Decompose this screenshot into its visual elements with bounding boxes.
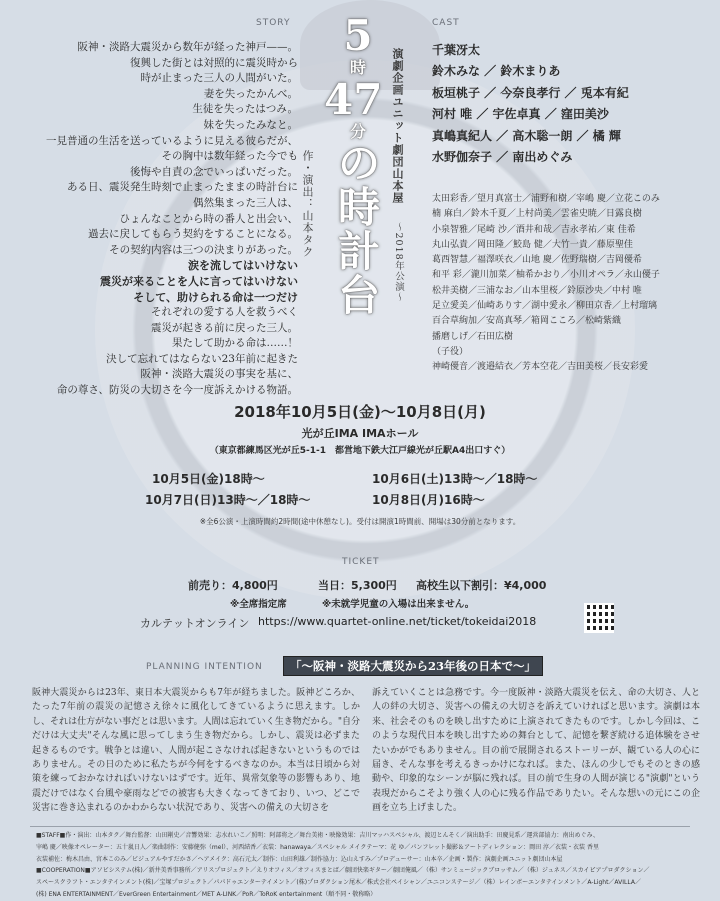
cast-line: 太田彩香／望月真富士／浦野和樹／宰嶋 慶／立花このみ — [432, 194, 660, 204]
supporting-cast-list — [432, 192, 660, 376]
cast-line: 松井美樹／三浦なお／山本里桜／鈴原沙央／中村 唯 — [432, 285, 642, 296]
story-line: 一見普通の生活を送っているように見える彼らだが、 — [46, 134, 298, 147]
performance-4: 10月8日(月)16時〜 — [372, 493, 485, 507]
seating-note: ※全席指定席 — [230, 599, 287, 610]
cast-line: 播磨しげ／石田広樹 — [432, 331, 514, 342]
story-line: 果たして助かる命は……！ — [172, 337, 298, 350]
story-line: 復興した街とは対照的に震災時から — [130, 56, 298, 69]
ticket-label: TICKET — [342, 557, 380, 567]
cast-line: 楠 麻白／鈴木千夏／上村尚美／雲雀史暁／日露良樹 — [432, 209, 642, 220]
planning-label: PLANNING INTENTION — [146, 662, 263, 672]
title-ji: 時 — [349, 58, 366, 77]
price-discount: 高校生以下割引：¥4,000 — [416, 579, 547, 592]
story-text — [30, 40, 298, 399]
staff-credits — [36, 830, 696, 901]
title-47: 47 — [324, 75, 383, 124]
story-line: 震災が来ることを人に言ってはいけない — [100, 274, 298, 288]
title-tokei-2: 計 — [338, 227, 381, 276]
story-line: 過去に戻してもらう契約をすることになる。 — [88, 228, 298, 241]
story-line: それぞれの愛する人を救うべく — [151, 306, 298, 319]
story-line: 妹を失ったみなと。 — [203, 118, 298, 131]
director-credit: 作・演出：山本タク — [301, 150, 314, 258]
cast-line: （子役） — [432, 346, 469, 357]
staff-line: 宰嶋 慶／映像オペレーター：五十嵐日人／楽曲制作：安藤健弥（mel）、河西結香／衣装：hanawaya／スペシャル メイクテーマ：花 ゆ／パンフレット撮影＆アートディレクション：岡田 淳／衣装・衣装 香里 — [36, 843, 599, 851]
story-line: 涙を流してはいけない — [188, 259, 298, 273]
story-label: STORY — [256, 18, 291, 28]
intro-text-left: 阪神大震災からは23年、東日本大震災からも7年が経ちました。阪神どころか、たった7年前の震災の記憶さえ徐々に風化してきているように思えます。しかし、それは仕方がない事だとは思います。人間は忘れていく生き物だから。"自分だけは大丈夫"そんな風に思ってしまう生き物だから。しかし、震災は必ずまた起きるものです。戦争とは違い、人間が起こさなければ起きないというものではありません。その日のために私たちが今何をするべきなのか。本当は日頃から対策を練っておかなければいけないはずです。近年、異常気象等の影響もあり、地震だけではなく台風や豪雨などでの被害も大きくなってきており、いつ、どこで災害に巻き込まれるのかわからない状況であり、災害への備えの大切さを — [32, 688, 360, 814]
cast-line: 千葉冴太 — [432, 43, 481, 57]
cast-line: 神崎優音／渡邉結衣／芳本空花／吉田美桜／長安彩愛 — [432, 362, 649, 373]
performance-2: 10月6日(土)13時〜／18時〜 — [372, 472, 538, 486]
cast-line: 足立愛美／仙崎ありす／湖中愛永／柳田京香／上村瑠璃 — [432, 301, 658, 312]
title-no: の — [338, 139, 381, 188]
qr-code[interactable] — [584, 603, 614, 633]
cast-line: 小泉智雅／尾崎 沙／酒井和哉／吉永孝祐／東 佳希 — [432, 224, 636, 235]
title-fun: 分 — [349, 122, 366, 141]
story-line: その胸中は数年経った今でも — [161, 150, 298, 163]
main-cast-list — [432, 40, 629, 168]
title-tokei-1: 時 — [338, 183, 381, 232]
story-line: そして、助けられる命は一つだけ — [133, 290, 298, 304]
cast-line: 葛西智慧／福澤咲衣／山地 慶／佐野瑞樹／吉岡優希 — [432, 255, 642, 266]
run-dates: 2018年10月5日(金)〜10月8日(月) — [234, 403, 486, 421]
story-line: 妻を失ったかんべ。 — [203, 87, 298, 100]
schedule-note: ※全6公演・上演時間約2時間(途中休憩なし)。受付は開演1時間前、開場は30分前となります。 — [199, 517, 521, 526]
price-advance: 前売り：4,800円 — [188, 579, 278, 592]
venue-address: （東京都練馬区光が丘5-1-1 都営地下鉄大江戸線光が丘駅A4出口すぐ） — [209, 446, 511, 456]
performance-1: 10月5日(金)18時〜 — [152, 472, 265, 486]
staff-line: ■COOPERATION■アソビシステム(株)／新井美香事務所／アリスプロジェクト／えりオフィス／オフィスまとば／劇団快楽ギター／劇団俺風／（株）サンミュージックブロッサム／（株）ジュネス／スカイピアプロダクション／ — [36, 867, 650, 875]
venue-name: 光が丘IMA IMAホール — [301, 427, 419, 440]
staff-line: 衣装補佐：梅木昌由、宮本このみ／ビジュアルやすだかさ／ヘアメイク：高石元太／制作：山田利雄／制作協力：込山えすみ／プロデューサー：山本卒／企画・製作：演劇企画ユニット劇団山本屋 — [36, 855, 563, 863]
ticket-url-link[interactable]: https://www.quartet-online.net/ticket/tokeidai2018 — [258, 615, 537, 628]
title-tokei-3: 台 — [338, 271, 381, 320]
story-line: 決して忘れてはならない23年前に起きた — [106, 352, 298, 365]
cast-line: 板垣桃子 ／ 今奈良孝行 ／ 兎本有紀 — [432, 85, 629, 100]
cast-line: 百合草絢加／安高真琴／箱岡こころ／松崎紫織 — [432, 316, 622, 327]
story-line: ある日、震災発生時刻で止まったままの時計台に — [67, 181, 298, 194]
cast-line: 鈴木みな ／ 鈴木まりあ — [432, 64, 561, 79]
story-line: 震災が起きる前に戻った三人。 — [151, 321, 298, 334]
staff-line: ■STAFF■作・演出：山本タク／舞台監督：山田剛史／音響効果：志水れいこ／照明：阿部将之／舞台美術・映像効果：吉川マッハスペシャル、渡辺とんそく／演出助手：田慶見系／運営部協力：南出めぐみ、 — [36, 832, 599, 839]
intro-text-right: 訴えていくことは急務です。今一度阪神・淡路大震災を伝え、命の大切さ、人と人の絆の大切さ、災害への備えの大切さを訴えていければと思います。演劇は本来、社会そのものを映し出すために上演されてきたものです。しかし今回は、このような現代日本を映し出すための舞台として、記憶を繋ぎ続ける追体験をさせたいかがでもありません。目の前で展開されるストーリーが、観ている人の心に届き、そんな事を考えるきっかけになれば。また、ほんの少しでもそのときの感動や、印象的なシーンが脳に残れば。目の前で生身の人間が演じる"演劇"という表現だからこそより強く人の心に残る作品でありたい。そんな想いの元にこの企画を立ち上げました。 — [372, 688, 700, 814]
staff-line: (株) ENA ENTERTAINMENT／EverGreen Entertainment／MET A-LINK／PoR／ToRoK entertainment（順不同・敬称略） — [36, 890, 377, 898]
cast-line: 河村 唯 ／ 宇佐卓真 ／ 窪田美沙 — [432, 107, 609, 122]
performance-3: 10月7日(日)13時〜／18時〜 — [145, 493, 311, 507]
title-five: 5 — [343, 11, 373, 60]
play-title — [324, 11, 383, 320]
ticket-vendor: カルテットオンライン — [140, 617, 250, 630]
cast-label: CAST — [432, 18, 460, 28]
cast-line: 水野伽奈子 ／ 南出めぐみ — [432, 150, 573, 165]
staff-line: スペースクラフト・エンタテインメント(株)／宝塚プロジェクト／パパドゥエンターテイメント／(株)プロダクション尾木／株式会社ペイシャン／ユニコンステージ／（株）レインボーエンタテインメント／A-Light／AVILLA／ — [36, 879, 641, 887]
story-line: 阪神・淡路大震災から数年が経った神戸——。 — [77, 41, 298, 53]
price-door: 当日：5,300円 — [318, 579, 397, 592]
story-line: 偶然集まった三人は、 — [193, 196, 298, 209]
story-line: 生徒を失ったはつみ。 — [192, 103, 298, 116]
company-name: 演劇企画ユニット劇団山本屋 — [391, 48, 404, 204]
story-line: その契約内容は三つの決まりがあった。 — [109, 243, 298, 256]
story-line: 時が止まった三人の人間がいた。 — [140, 72, 298, 85]
story-line: 阪神・淡路大震災の事実を基に、 — [140, 368, 298, 381]
story-line: 命の尊さ、防災の大切さを今一度訴えかける物語。 — [56, 384, 298, 397]
story-line: 後悔や自責の念でいっぱいだった。 — [130, 165, 298, 178]
performance-year: 〜2018年公演〜 — [393, 222, 404, 303]
planning-banner: 「〜阪神・淡路大震災から23年後の日本で〜」 — [283, 656, 543, 676]
story-line: ひょんなことから時の番人と出会い、 — [119, 212, 298, 225]
cast-line: 和平 彩／瀧川加菜／柚希かおり／小川オペラ／永山優子 — [432, 270, 660, 281]
cast-line: 丸山弘貴／岡田隆／鮫島 健／大竹一貴／藤原聖佳 — [432, 239, 633, 250]
children-note: ※未就学児童の入場は出来ません。 — [322, 599, 475, 610]
cast-line: 真嶋真紀人 ／ 高木聡一朗 ／ 橘 輝 — [432, 128, 621, 143]
divider — [30, 826, 690, 827]
